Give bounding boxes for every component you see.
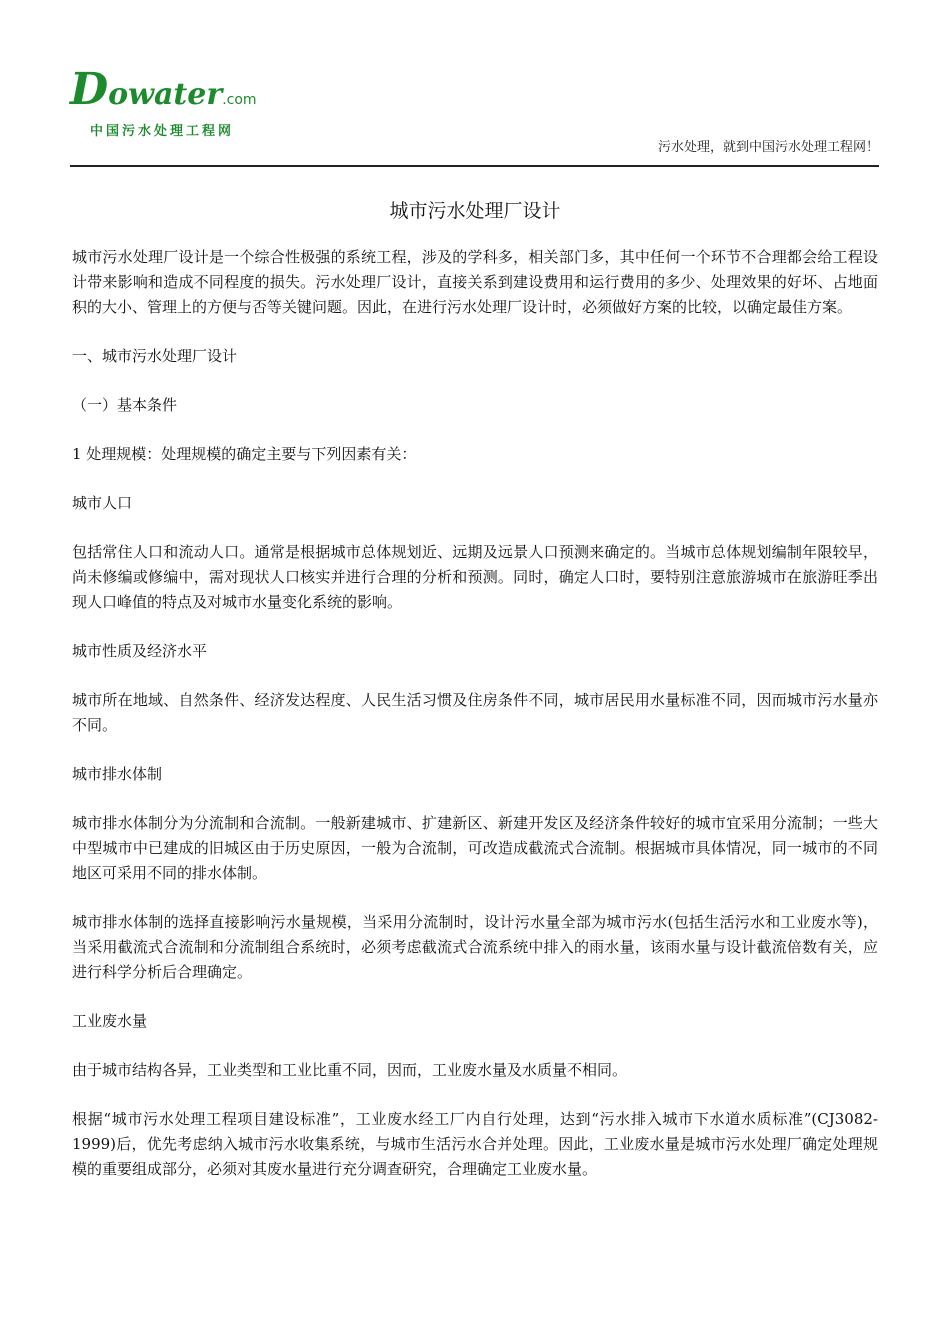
logo-subtitle: 中国污水处理工程网 <box>90 124 235 139</box>
paragraph-population: 包括常住人口和流动人口。通常是根据城市总体规划近、远期及远景人口预测来确定的。当城市总体规划编制年限较早，尚未修编或修编中，需对现状人口核实并进行合理的分析和预测。同时，确定人口时，要特别注意旅游城市在旅游旺季出现人口峰值的特点及对城市水量变化系统的影响。 <box>72 542 878 611</box>
logo-wordmark <box>70 64 257 115</box>
page-header <box>70 60 879 168</box>
factor-heading-industrial: 工业废水量 <box>72 1011 148 1030</box>
paragraph-industrial-standard: 根据“城市污水处理工程项目建设标准”，工业废水经工厂内自行处理，达到“污水排入城市下水道水质标准”(CJ3082-1999)后，优先考虑纳入城市污水收集系统，与城市生活污水合并处理。因此，工业废水量是城市污水处理厂确定处理规模的重要组成部分，必须对其废水量进行充分调查研究，合理确定工业废水量。 <box>72 1109 878 1178</box>
logo-domain: .com <box>222 92 257 108</box>
section-heading: 一、城市污水处理厂设计 <box>72 346 238 365</box>
document-title: 城市污水处理厂设计 <box>389 200 561 222</box>
paragraph-drainage-system: 城市排水体制分为分流制和合流制。一般新建城市、扩建新区、新建开发区及经济条件较好的城市宜采用分流制；一些大中型城市中已建成的旧城区由于历史原因，一般为合流制，可改造成截流式合流制。根据城市具体情况，同一城市的不同地区可采用不同的排水体制。 <box>72 813 878 882</box>
factor-heading-population: 城市人口 <box>72 493 133 512</box>
logo-letter-d: D <box>70 64 109 115</box>
subsection-heading: （一）基本条件 <box>72 395 178 414</box>
logo-word: owater <box>108 77 223 112</box>
header-divider <box>70 165 879 167</box>
donwater-logo[interactable] <box>70 64 270 139</box>
document-body <box>72 198 878 1206</box>
factor-heading-drainage: 城市排水体制 <box>72 764 163 783</box>
header-slogan: 污水处理，就到中国污水处理工程网！ <box>657 140 879 155</box>
factor-heading-economy: 城市性质及经济水平 <box>72 641 208 660</box>
paragraph-industrial-variation: 由于城市结构各异，工业类型和工业比重不同，因而，工业废水量及水质量不相同。 <box>72 1060 628 1079</box>
paragraph-economy: 城市所在地域、自然条件、经济发达程度、人民生活习惯及住房条件不同，城市居民用水量标准不同，因而城市污水量亦不同。 <box>72 690 878 734</box>
paragraph-drainage-impact: 城市排水体制的选择直接影响污水量规模，当采用分流制时，设计污水量全部为城市污水(包括生活污水和工业废水等)，当采用截流式合流制和分流制组合系统时，必须考虑截流式合流系统中排入的雨水量，该雨水量与设计截流倍数有关，应进行科学分析后合理确定。 <box>72 912 878 981</box>
intro-paragraph: 城市污水处理厂设计是一个综合性极强的系统工程，涉及的学科多，相关部门多，其中任何一个环节不合理都会给工程设计带来影响和造成不同程度的损失。污水处理厂设计，直接关系到建设费用和运行费用的多少、处理效果的好坏、占地面积的大小、管理上的方便与否等关键问题。因此，在进行污水处理厂设计时，必须做好方案的比较，以确定最佳方案。 <box>72 247 878 316</box>
item-heading: 1 处理规模：处理规模的确定主要与下列因素有关： <box>72 444 417 463</box>
